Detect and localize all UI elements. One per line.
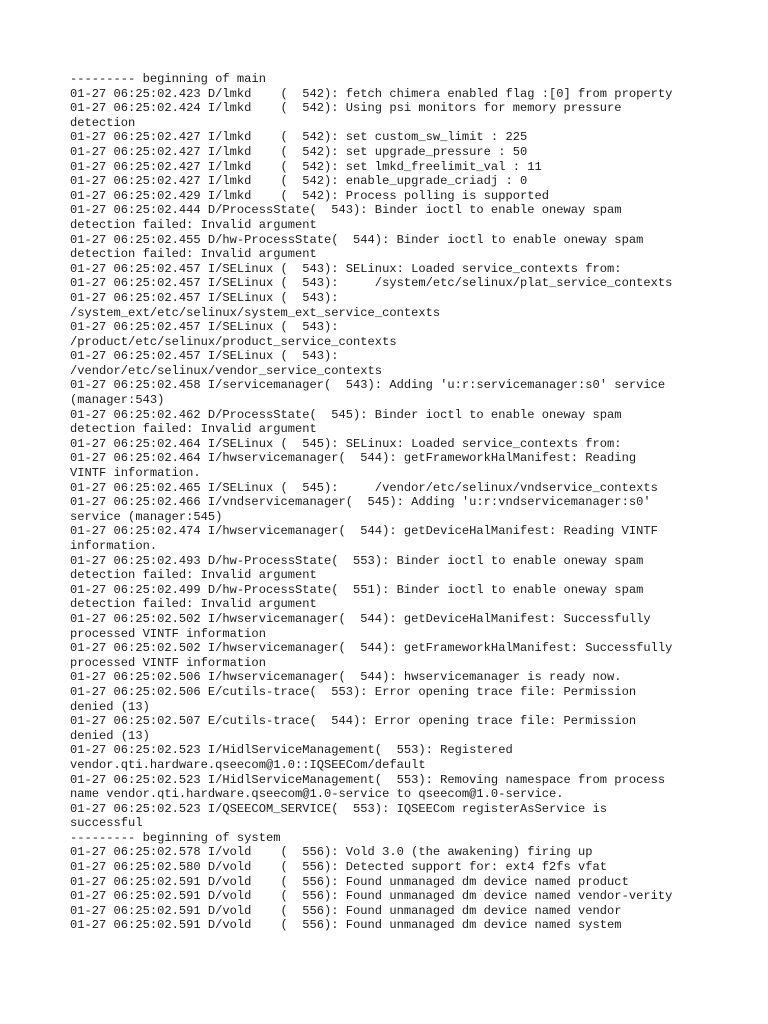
log-line: 01-27 06:25:02.523 I/HidlServiceManagement( 553): Removing namespace from process (70, 772, 666, 787)
log-line: detection failed: Invalid argument (70, 568, 317, 583)
log-line: 01-27 06:25:02.457 I/SELinux ( 543): SELinux: Loaded service_contexts from: (70, 261, 622, 276)
log-line: 01-27 06:25:02.465 I/SELinux ( 545): /vendor/etc/selinux/vndservice_contexts (70, 480, 658, 495)
log-line: information. (70, 539, 158, 553)
log-line: 01-27 06:25:02.466 I/vndservicemanager( 545): Adding 'u:r:vndservicemanager:s0' (70, 495, 651, 510)
log-line: 01-27 06:25:02.462 D/ProcessState( 545): Binder ioctl to enable oneway spam (70, 407, 622, 422)
log-line: 01-27 06:25:02.474 I/hwservicemanager( 544): getDeviceHalManifest: Reading VINTF (70, 524, 658, 539)
log-line: 01-27 06:25:02.464 I/hwservicemanager( 544): getFrameworkHalManifest: Reading (70, 451, 637, 466)
log-line: 01-27 06:25:02.580 D/vold ( 556): Detected support for: ext4 f2fs vfat (70, 860, 608, 875)
log-line: 01-27 06:25:02.423 D/lmkd ( 542): fetch chimera enabled flag :[0] from property (70, 86, 673, 101)
log-line: 01-27 06:25:02.427 I/lmkd ( 542): enable_upgrade_criadj : 0 (70, 174, 528, 189)
log-line: 01-27 06:25:02.506 E/cutils-trace( 553): Error opening trace file: Permission (70, 684, 637, 699)
log-line: 01-27 06:25:02.591 D/vold ( 556): Found unmanaged dm device named vendor (70, 903, 622, 918)
log-line: 01-27 06:25:02.457 I/SELinux ( 543): (70, 349, 339, 364)
log-line: processed VINTF information (70, 626, 266, 641)
log-line: 01-27 06:25:02.455 D/hw-ProcessState( 544): Binder ioctl to enable oneway spam (70, 232, 644, 247)
log-line: 01-27 06:25:02.457 I/SELinux ( 543): /system/etc/selinux/plat_service_contexts (70, 276, 673, 291)
log-line: /vendor/etc/selinux/vendor_service_contexts (70, 363, 383, 378)
log-line: 01-27 06:25:02.429 I/lmkd ( 542): Process polling is supported (70, 188, 549, 203)
log-line: name vendor.qti.hardware.qseecom@1.0-service to qseecom@1.0-service. (70, 787, 564, 802)
log-line: 01-27 06:25:02.457 I/SELinux ( 543): (70, 290, 339, 305)
log-line: /product/etc/selinux/product_service_contexts (70, 334, 397, 349)
log-line: 01-27 06:25:02.506 I/hwservicemanager( 544): hwservicemanager is ready now. (70, 670, 622, 685)
log-line: 01-27 06:25:02.464 I/SELinux ( 545): SELinux: Loaded service_contexts from: (70, 436, 622, 451)
log-line: detection failed: Invalid argument (70, 217, 317, 232)
log-line: --------- beginning of main (70, 72, 266, 86)
log-line: 01-27 06:25:02.444 D/ProcessState( 543): Binder ioctl to enable oneway spam (70, 203, 622, 218)
log-line: detection failed: Invalid argument (70, 597, 317, 612)
log-line: 01-27 06:25:02.591 D/vold ( 556): Found unmanaged dm device named vendor-verity (70, 889, 673, 904)
log-line: VINTF information. (70, 466, 201, 481)
log-line: 01-27 06:25:02.523 I/QSEECOM_SERVICE( 553): IQSEECom registerAsService is (70, 801, 608, 816)
log-line: --------- beginning of system (70, 830, 281, 845)
log-line: 01-27 06:25:02.424 I/lmkd ( 542): Using psi monitors for memory pressure (70, 101, 622, 116)
log-line: 01-27 06:25:02.502 I/hwservicemanager( 544): getFrameworkHalManifest: Successfully (70, 641, 673, 656)
log-line: 01-27 06:25:02.458 I/servicemanager( 543): Adding 'u:r:servicemanager:s0' service (70, 378, 666, 393)
log-line: vendor.qti.hardware.qseecom@1.0::IQSEECom/default (70, 757, 426, 772)
log-line: 01-27 06:25:02.427 I/lmkd ( 542): set lmkd_freelimit_val : 11 (70, 159, 542, 174)
log-line: 01-27 06:25:02.493 D/hw-ProcessState( 553): Binder ioctl to enable oneway spam (70, 553, 644, 568)
log-line: 01-27 06:25:02.457 I/SELinux ( 543): (70, 320, 339, 335)
log-line: denied (13) (70, 728, 150, 743)
log-line: successful (70, 816, 143, 831)
log-line: /system_ext/etc/selinux/system_ext_service_contexts (70, 305, 441, 320)
log-line: (manager:543) (70, 393, 165, 408)
log-line: 01-27 06:25:02.578 I/vold ( 556): Vold 3.0 (the awakening) firing up (70, 845, 593, 860)
log-line: detection failed: Invalid argument (70, 422, 317, 437)
log-line: 01-27 06:25:02.507 E/cutils-trace( 544): Error opening trace file: Permission (70, 714, 637, 729)
log-line: 01-27 06:25:02.499 D/hw-ProcessState( 551): Binder ioctl to enable oneway spam (70, 582, 644, 597)
log-document (70, 72, 710, 933)
log-line: 01-27 06:25:02.591 D/vold ( 556): Found unmanaged dm device named product (70, 874, 629, 889)
log-line: detection (70, 115, 136, 130)
log-line: 01-27 06:25:02.427 I/lmkd ( 542): set upgrade_pressure : 50 (70, 144, 528, 159)
log-line: 01-27 06:25:02.591 D/vold ( 556): Found unmanaged dm device named system (70, 918, 622, 933)
log-line: 01-27 06:25:02.523 I/HidlServiceManagement( 553): Registered (70, 743, 513, 758)
log-line: service (manager:545) (70, 509, 223, 524)
log-line: processed VINTF information (70, 655, 266, 670)
log-line: 01-27 06:25:02.427 I/lmkd ( 542): set custom_sw_limit : 225 (70, 130, 528, 145)
log-line: 01-27 06:25:02.502 I/hwservicemanager( 544): getDeviceHalManifest: Successfully (70, 611, 651, 626)
log-line: detection failed: Invalid argument (70, 247, 317, 262)
log-line: denied (13) (70, 699, 150, 714)
